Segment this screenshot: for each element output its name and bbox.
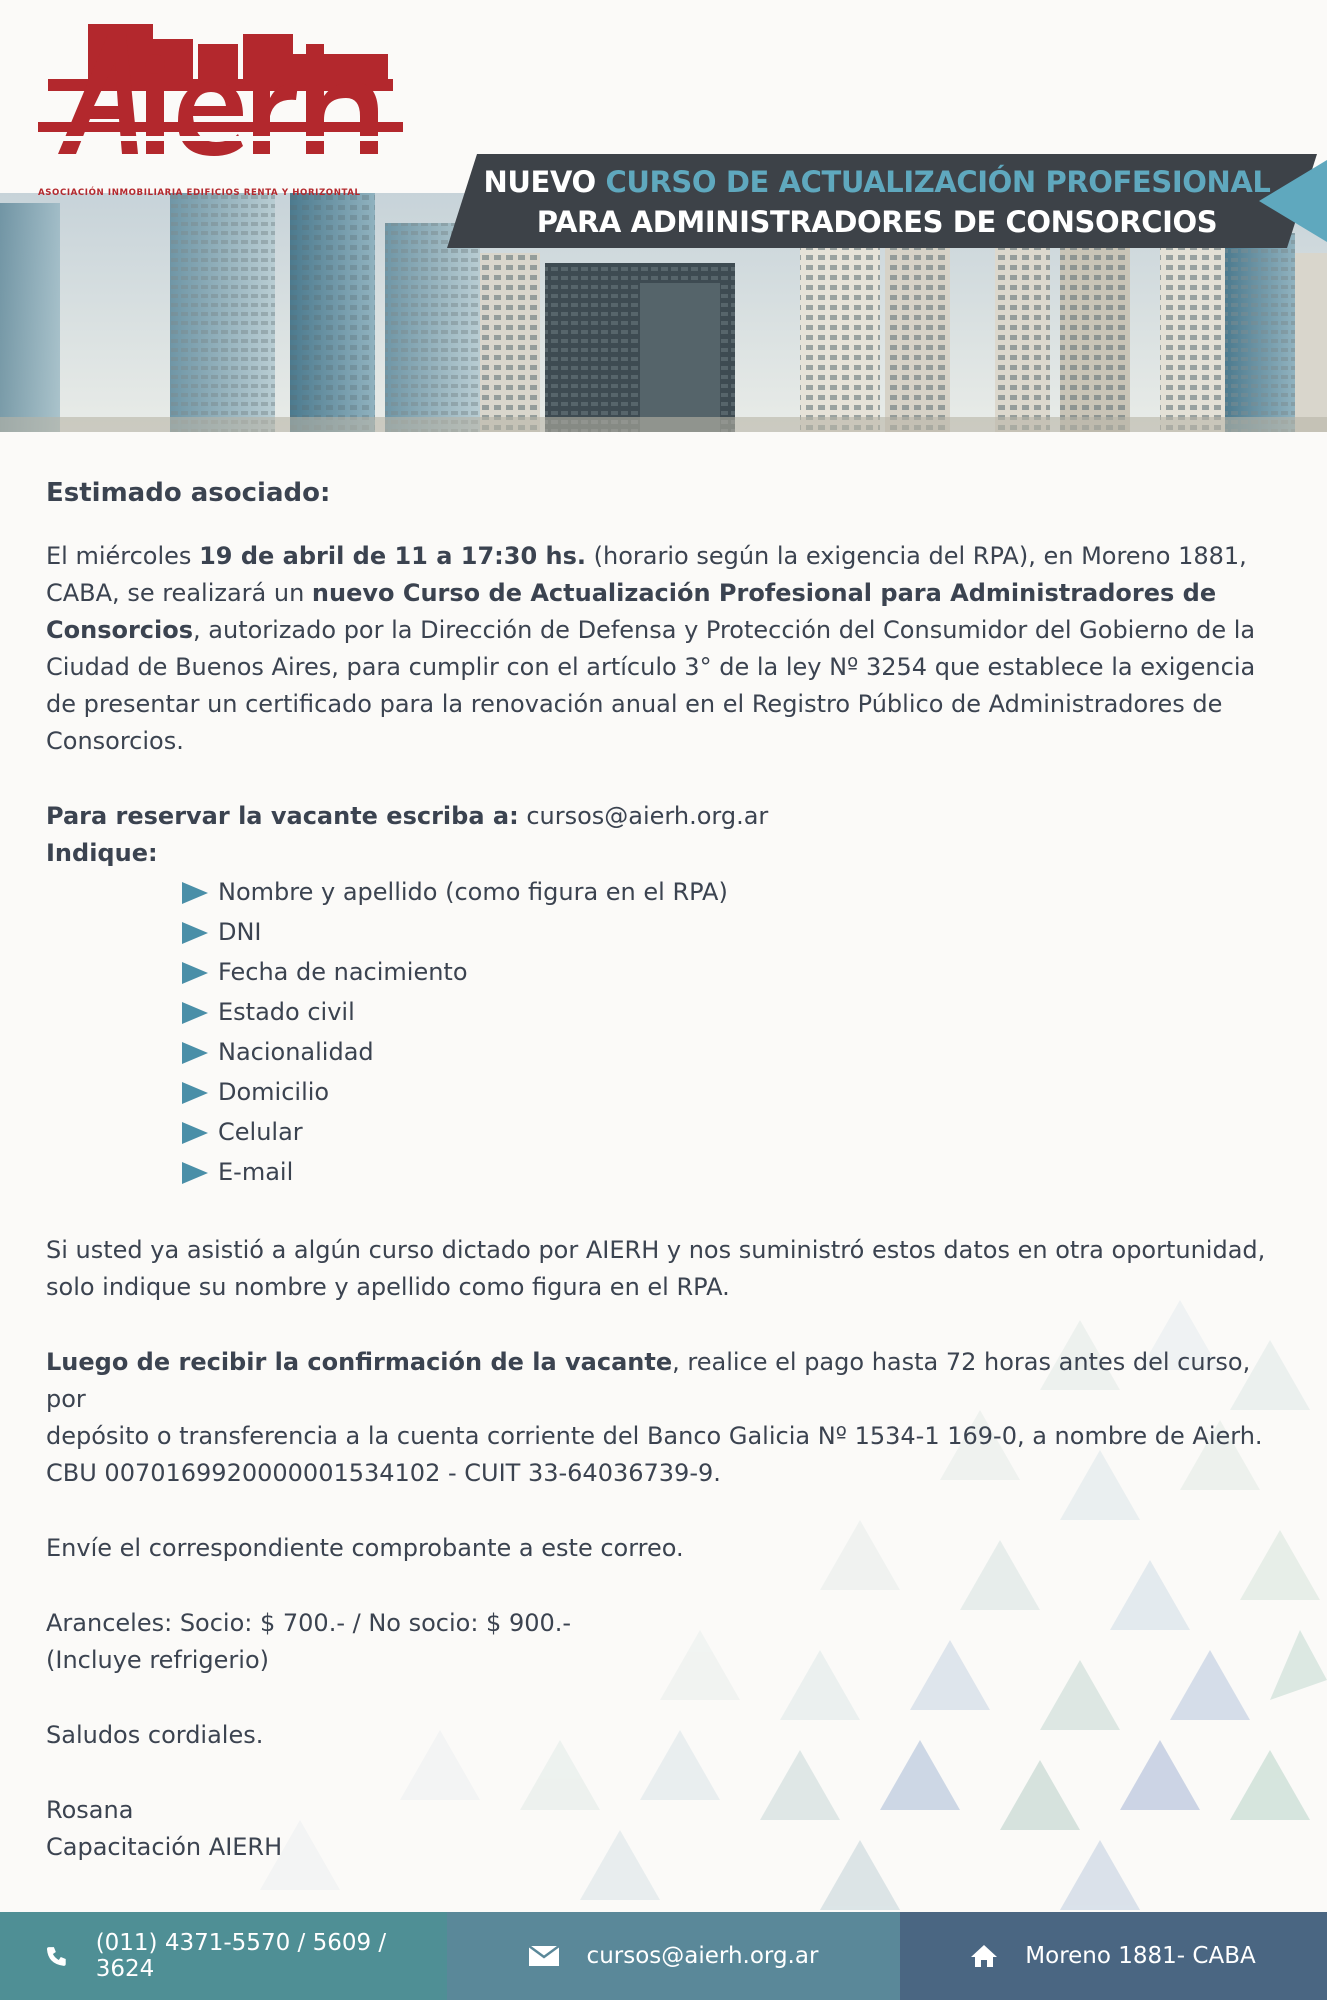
aierh-logo — [38, 24, 403, 198]
payment-line1: , realice el pago hasta 72 horas antes del curso, por — [46, 1348, 1251, 1413]
intro-paragraph — [46, 538, 1286, 760]
footer-email[interactable] — [447, 1912, 900, 2000]
header-banner — [0, 0, 1327, 432]
closing: Saludos cordiales. — [46, 1721, 264, 1749]
triangle-bullet-icon — [182, 922, 208, 944]
triangle-bullet-icon — [182, 1002, 208, 1024]
reserve-email-link[interactable]: cursos@aierh.org.ar — [518, 802, 769, 830]
title-band — [447, 154, 1327, 248]
intro-text-1: El miércoles — [46, 542, 200, 570]
footer-contact-bar — [0, 1912, 1327, 2000]
triangle-bullet-icon — [182, 962, 208, 984]
footer-address[interactable] — [900, 1912, 1327, 2000]
triangle-bullet-icon — [182, 1042, 208, 1064]
footer-phone-text: (011) 4371-5570 / 5609 / 3624 — [95, 1930, 387, 1982]
logo-subtitle: ASOCIACIÓN INMOBILIARIA EDIFICIOS RENTA Y HORIZONTAL — [38, 188, 361, 198]
title-prefix: NUEVO — [483, 165, 596, 199]
list-item-text: Nacionalidad — [218, 1038, 374, 1066]
list-item — [182, 1112, 1286, 1152]
title-accent: CURSO DE ACTUALIZACIÓN PROFESIONAL — [605, 165, 1271, 199]
logo-mark — [38, 24, 403, 184]
payment-line3: CBU 0070169920000001534102 - CUIT 33-64036739-9. — [46, 1459, 721, 1487]
list-item-text: Fecha de nacimiento — [218, 958, 468, 986]
triangle-bullet-icon — [182, 1082, 208, 1104]
fees-note: (Incluye refrigerio) — [46, 1646, 269, 1674]
list-item-text: Nombre y apellido (como figura en el RPA) — [218, 878, 728, 906]
envelope-icon — [529, 1946, 559, 1966]
course-date: 19 de abril de 11 a 17:30 hs. — [199, 542, 587, 570]
payment-bold: Luego de recibir la confirmación de la vacante — [46, 1348, 673, 1376]
payment-line2: depósito o transferencia a la cuenta corriente del Banco Galicia Nº 1534-1 169-0, a nombre de Aierh. — [46, 1422, 1263, 1450]
list-item-text: Celular — [218, 1118, 303, 1146]
prior-attendance-note: Si usted ya asistió a algún curso dictado por AIERH y nos suministró estos datos en otra oportunidad, solo indique su nombre y apellido como figura en el RPA. — [46, 1236, 1266, 1301]
signature-name: Rosana — [46, 1796, 134, 1824]
indique-line — [46, 835, 1286, 872]
course-name: nuevo Curso de Actualización Profesional para Administradores de Consorcios — [46, 579, 1217, 644]
list-item-text: DNI — [218, 918, 262, 946]
greeting: Estimado asociado: — [46, 478, 331, 508]
reserve-line — [46, 798, 1286, 835]
reserve-label: Para reservar la vacante escriba a: — [46, 802, 519, 830]
signature-role: Capacitación AIERH — [46, 1833, 283, 1861]
course-title-line2: PARA ADMINISTRADORES DE CONSORCIOS — [536, 205, 1218, 239]
letter-body — [46, 475, 1286, 1866]
indique-label: Indique: — [46, 839, 158, 867]
footer-phone[interactable] — [0, 1912, 447, 2000]
fees-line: Aranceles: Socio: $ 700.- / No socio: $ 900.- — [46, 1609, 572, 1637]
triangle-bullet-icon — [182, 882, 208, 904]
course-title-line1 — [477, 162, 1277, 202]
list-item — [182, 992, 1286, 1032]
payment-paragraph — [46, 1344, 1286, 1492]
list-item — [182, 1072, 1286, 1112]
list-item-text: E-mail — [218, 1158, 294, 1186]
list-item — [182, 912, 1286, 952]
required-data-list — [182, 872, 1286, 1192]
intro-text-3: , autorizado por la Dirección de Defensa y Protección del Consumidor del Gobierno de la Ciudad de Buenos Aires, para cumplir con el artículo 3° de la ley Nº 3254 que establece la exigencia de presentar un certificado para la renovación anual en el Registro Público de Administradores de Consorcios. — [46, 616, 1256, 755]
triangle-bullet-icon — [182, 1122, 208, 1144]
triangle-bullet-icon — [182, 1162, 208, 1184]
list-item — [182, 1032, 1286, 1072]
list-item — [182, 952, 1286, 992]
list-item — [182, 1152, 1286, 1192]
list-item-text: Domicilio — [218, 1078, 330, 1106]
list-item — [182, 872, 1286, 912]
send-receipt-line: Envíe el correspondiente comprobante a este correo. — [46, 1534, 684, 1562]
home-icon — [971, 1944, 997, 1968]
footer-address-text: Moreno 1881- CABA — [1025, 1943, 1256, 1969]
intro-text-2: (horario según la exigencia del RPA), en Moreno 1881, CABA, se realizará un — [46, 542, 1247, 607]
course-title — [477, 162, 1277, 242]
list-item-text: Estado civil — [218, 998, 355, 1026]
footer-email-text: cursos@aierh.org.ar — [586, 1943, 819, 1969]
phone-icon — [46, 1945, 68, 1967]
